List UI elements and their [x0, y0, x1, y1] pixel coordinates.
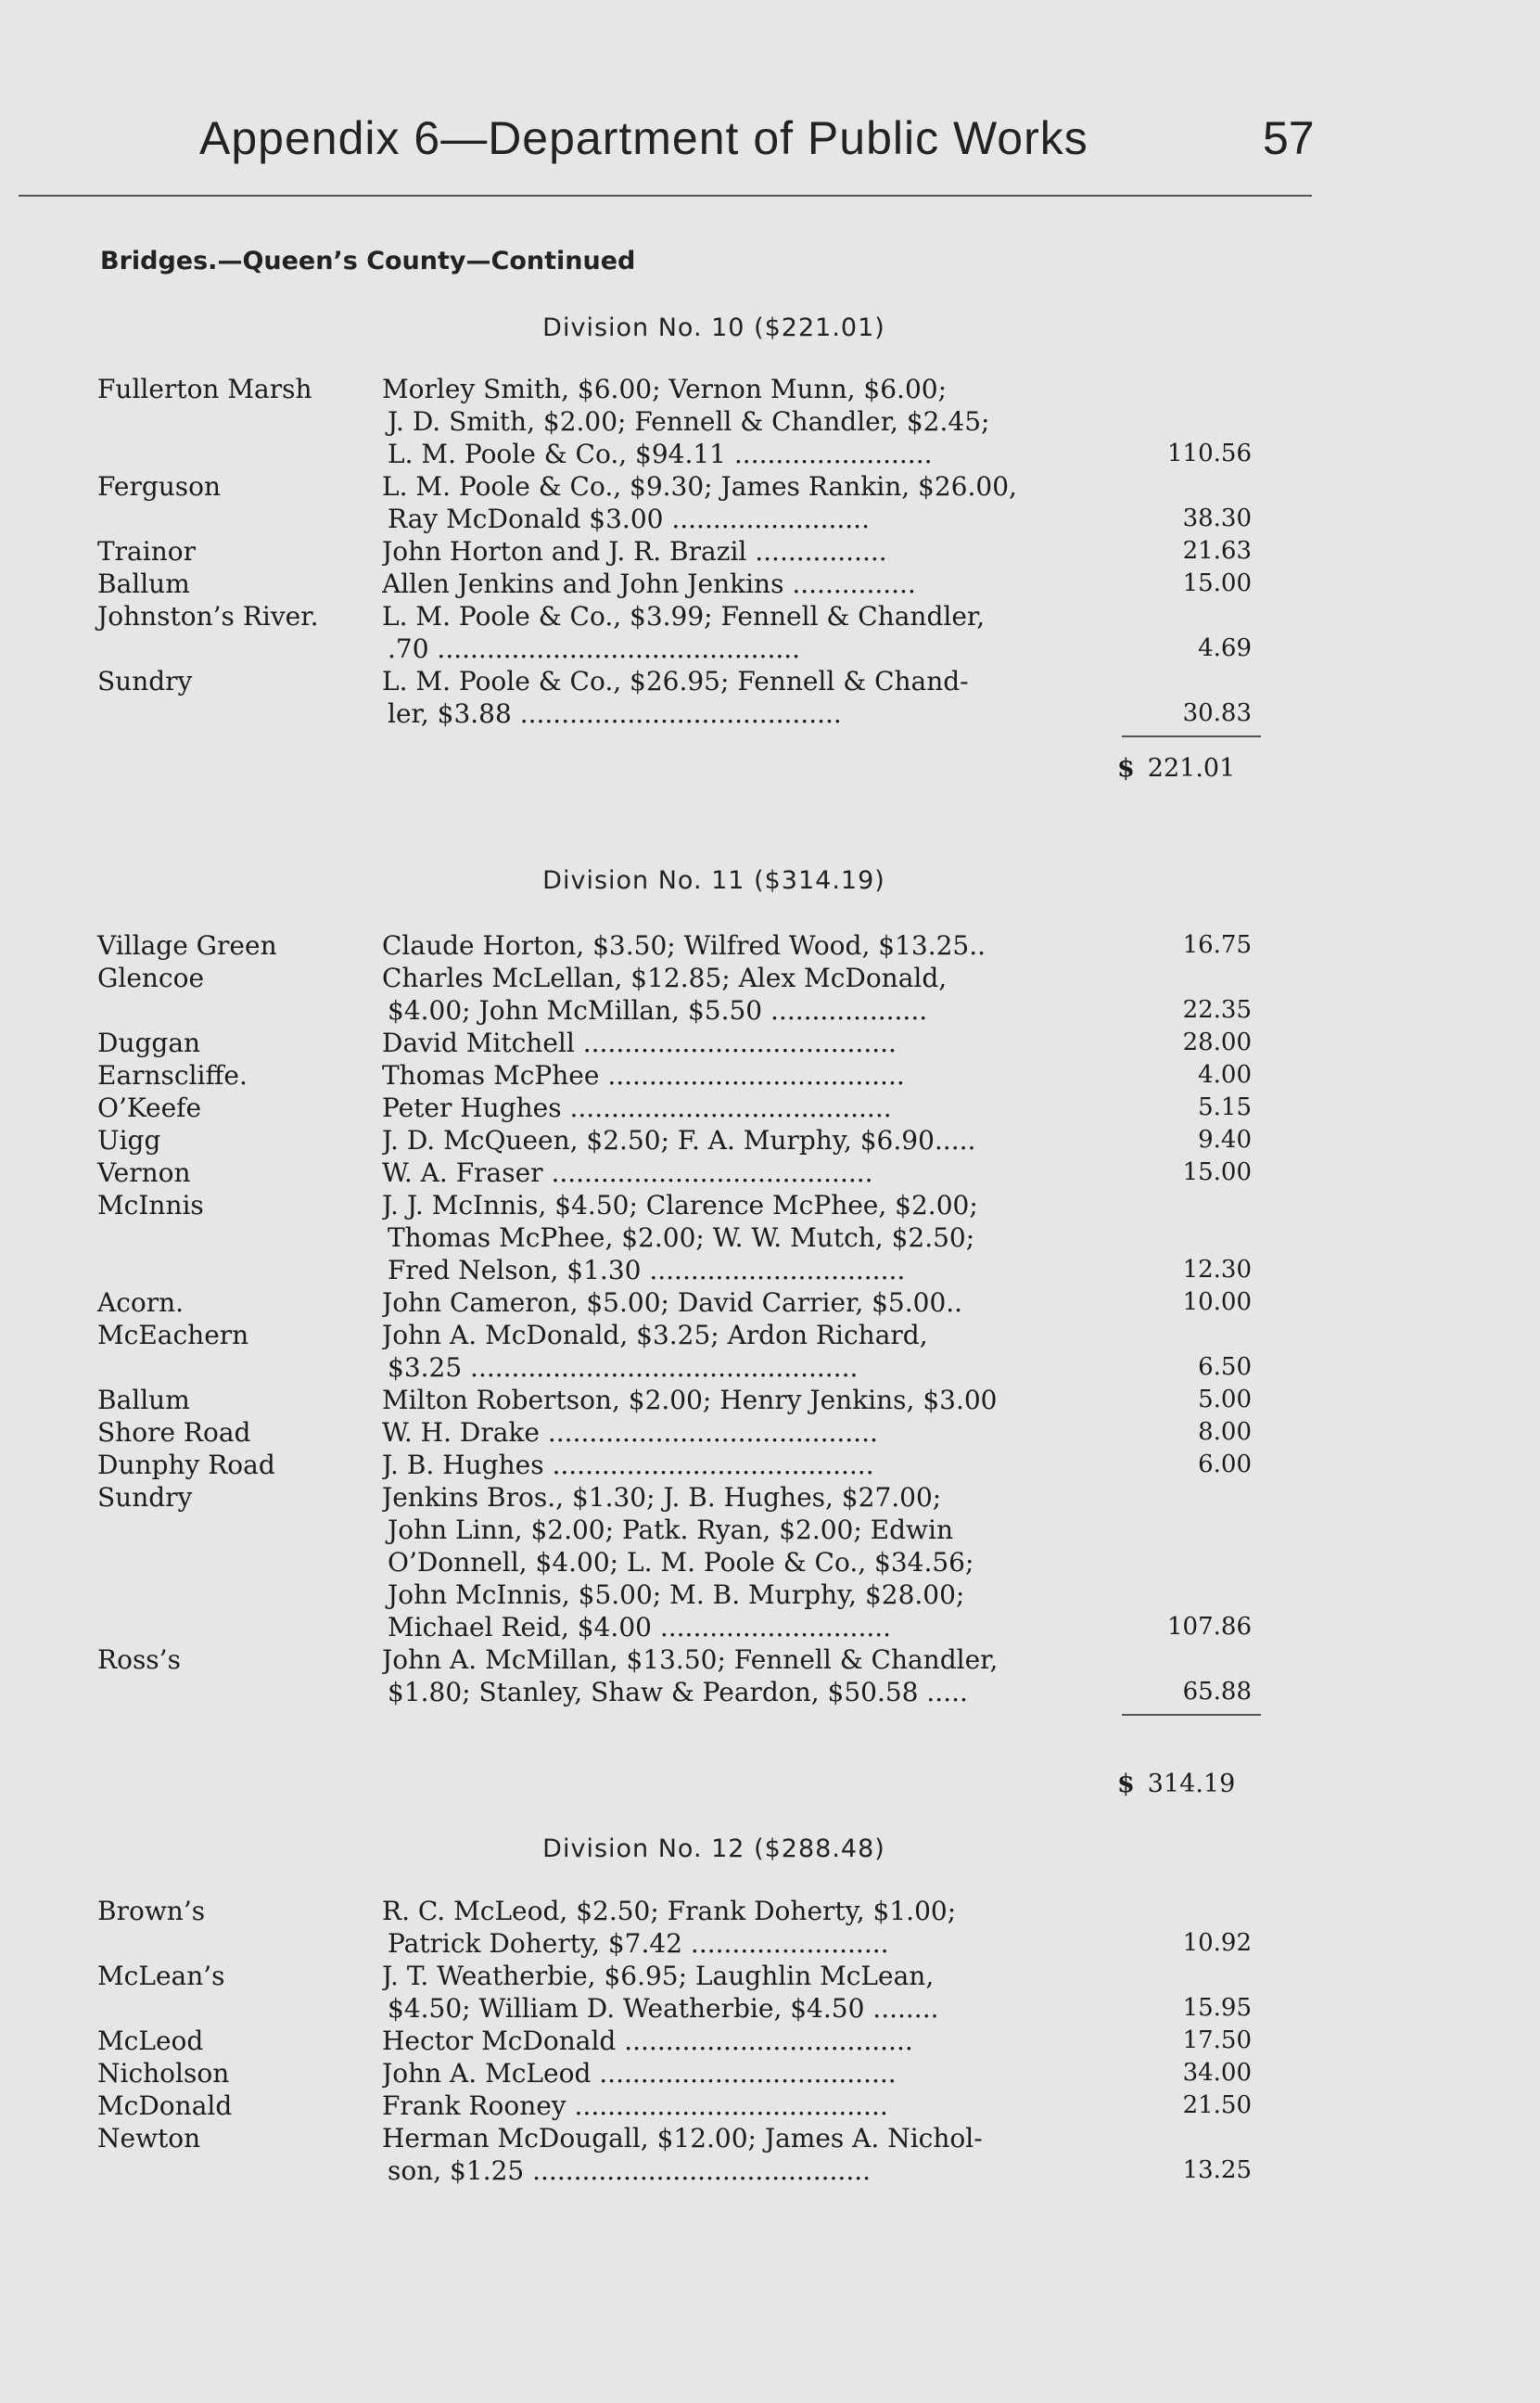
ledger-entry	[0, 1416, 1298, 1449]
entry-description	[382, 600, 1119, 665]
description-line: Michael Reid, $4.00 ............................	[388, 1612, 892, 1642]
entry-description	[382, 470, 1119, 535]
description-line: Milton Robertson, $2.00; Henry Jenkins, $3.00	[382, 1385, 998, 1415]
entry-amount: 110.56	[1167, 440, 1252, 467]
entry-description	[382, 929, 1119, 962]
description-line: Jenkins Bros., $1.30; J. B. Hughes, $27.00;	[382, 1482, 942, 1513]
entry-description	[382, 962, 1119, 1027]
description-line: John Horton and J. R. Brazil ................	[382, 536, 887, 567]
division-label: Division No. 12	[542, 1834, 745, 1863]
entry-description	[382, 1286, 1119, 1319]
description-line: Peter Hughes .......................................	[382, 1093, 892, 1123]
entry-amount: 21.50	[1182, 2091, 1252, 2119]
entry-amount: 4.69	[1198, 634, 1252, 662]
ledger-entry	[0, 1157, 1298, 1189]
description-line: Frank Rooney ......................................	[382, 2090, 888, 2121]
description-line: Ray McDonald $3.00 ........................	[388, 504, 870, 534]
total-rule	[1122, 735, 1261, 737]
entry-location: Acorn.	[97, 1287, 185, 1318]
entry-location: Nicholson	[97, 2058, 230, 2089]
ledger-entry	[0, 2057, 1298, 2090]
entry-location: Newton	[97, 2123, 201, 2154]
description-line: L. M. Poole & Co., $26.95; Fennell & Chand-	[382, 666, 969, 697]
entry-location: Trainor	[97, 536, 196, 567]
description-line: .70 ............................................	[388, 633, 801, 664]
description-line: John Linn, $2.00; Patk. Ryan, $2.00; Edwin	[388, 1515, 953, 1545]
entry-location: Earnscliffe.	[97, 1060, 248, 1091]
entry-location: Uigg	[97, 1125, 161, 1156]
description-line: John A. McLeod ....................................	[382, 2058, 897, 2089]
entry-location: McLeod	[97, 2026, 204, 2056]
entry-amount: 15.00	[1182, 569, 1252, 597]
division-heading	[380, 866, 1048, 895]
ledger-entry	[0, 1059, 1298, 1092]
description-line: Herman McDougall, $12.00; James A. Nichol-	[382, 2123, 983, 2154]
entry-description	[382, 1960, 1119, 2025]
entry-amount: 34.00	[1182, 2059, 1252, 2087]
description-line: John McInnis, $5.00; M. B. Murphy, $28.00;	[388, 1579, 965, 1610]
entry-amount: 21.63	[1182, 537, 1252, 565]
description-line: ler, $3.88 .......................................	[388, 698, 842, 729]
entry-description	[382, 1059, 1119, 1092]
division-total	[1117, 754, 1256, 783]
ledger-entry	[0, 2025, 1298, 2057]
page-number: 57	[1263, 112, 1315, 164]
entry-location: Sundry	[97, 1482, 193, 1513]
description-line: John Cameron, $5.00; David Carrier, $5.00..	[382, 1287, 963, 1318]
division-heading	[380, 313, 1048, 342]
ledger-entry	[0, 1449, 1298, 1481]
ledger-entry	[0, 1189, 1298, 1286]
entry-description	[382, 2057, 1119, 2090]
ledger-entry	[0, 1124, 1298, 1157]
ledger-entry	[0, 1384, 1298, 1416]
division-amount: ($314.19)	[754, 866, 885, 895]
entry-description	[382, 1449, 1119, 1481]
entry-description	[382, 1027, 1119, 1059]
description-line: Allen Jenkins and John Jenkins ...............	[382, 569, 916, 599]
entry-amount: 65.88	[1182, 1678, 1252, 1706]
ledger-entry	[0, 1481, 1298, 1643]
entry-amount: 28.00	[1182, 1029, 1252, 1056]
entry-amount: 15.95	[1182, 1994, 1252, 2022]
entry-location: Ferguson	[97, 471, 222, 502]
entry-description	[382, 1416, 1119, 1449]
description-line: J. B. Hughes .......................................	[382, 1450, 874, 1480]
entry-description	[382, 1319, 1119, 1384]
entry-location: Glencoe	[97, 963, 205, 993]
entry-amount: 5.15	[1198, 1093, 1252, 1121]
entry-description	[382, 1189, 1119, 1286]
description-line: J. J. McInnis, $4.50; Clarence McPhee, $2.00;	[382, 1190, 978, 1221]
entry-description	[382, 568, 1119, 600]
entry-amount: 5.00	[1198, 1386, 1252, 1413]
ledger-entry	[0, 535, 1298, 568]
entry-description	[382, 665, 1119, 730]
ledger-entry	[0, 2122, 1298, 2187]
entry-location: McEachern	[97, 1320, 249, 1350]
entry-location: Shore Road	[97, 1417, 251, 1448]
header-rule	[19, 195, 1312, 197]
division-total	[1117, 1770, 1256, 1798]
description-line: L. M. Poole & Co., $9.30; James Rankin, $26.00,	[382, 471, 1017, 502]
ledger-entry	[0, 665, 1298, 730]
ledger-entry	[0, 1092, 1298, 1124]
entry-description	[382, 1895, 1119, 1960]
entry-amount: 8.00	[1198, 1418, 1252, 1446]
description-line: $4.00; John McMillan, $5.50 ...................	[388, 995, 928, 1026]
entry-location: Ballum	[97, 569, 190, 599]
description-line: John A. McDonald, $3.25; Ardon Richard,	[382, 1320, 928, 1350]
description-line: J. D. McQueen, $2.50; F. A. Murphy, $6.90.....	[382, 1125, 976, 1156]
entry-location: Brown’s	[97, 1896, 206, 1926]
entry-location: O’Keefe	[97, 1093, 202, 1123]
entry-description	[382, 1092, 1119, 1124]
ledger-entry	[0, 373, 1298, 470]
entry-amount: 10.00	[1182, 1288, 1252, 1316]
description-line: $3.25 ...............................................	[388, 1352, 859, 1383]
entry-location: Ross’s	[97, 1644, 181, 1675]
division-heading	[380, 1834, 1048, 1863]
ledger-entry	[0, 962, 1298, 1027]
section-title: Bridges.—Queen’s County—Continued	[100, 247, 636, 275]
ledger-entry	[0, 600, 1298, 665]
division-label: Division No. 11	[542, 866, 745, 895]
description-line: O’Donnell, $4.00; L. M. Poole & Co., $34.56;	[388, 1547, 974, 1578]
ledger-entry	[0, 2090, 1298, 2122]
entry-description	[382, 1481, 1119, 1643]
division-label: Division No. 10	[542, 313, 745, 342]
description-line: Morley Smith, $6.00; Vernon Munn, $6.00;	[382, 374, 948, 404]
description-line: Fred Nelson, $1.30 ...............................	[388, 1255, 906, 1285]
ledger-entry	[0, 1895, 1298, 1960]
ledger-entry	[0, 929, 1298, 962]
entry-amount: 12.30	[1182, 1256, 1252, 1284]
entry-description	[382, 535, 1119, 568]
description-line: John A. McMillan, $13.50; Fennell & Chandler,	[382, 1644, 999, 1675]
entry-amount: 107.86	[1167, 1613, 1252, 1641]
entry-location: Duggan	[97, 1028, 201, 1058]
total-rule	[1122, 1714, 1261, 1716]
dollar-sign: $	[1117, 754, 1135, 783]
description-line: Thomas McPhee ....................................	[382, 1060, 905, 1091]
description-line: L. M. Poole & Co., $94.11 ........................	[388, 439, 933, 469]
description-line: J. T. Weatherbie, $6.95; Laughlin McLean,	[382, 1961, 935, 1991]
dollar-sign: $	[1117, 1770, 1135, 1798]
entry-amount: 17.50	[1182, 2026, 1252, 2054]
entry-description	[382, 1384, 1119, 1416]
entry-location: Village Green	[97, 930, 277, 961]
entry-amount: 13.25	[1182, 2156, 1252, 2184]
entry-description	[382, 1157, 1119, 1189]
entry-location: McDonald	[97, 2090, 233, 2121]
entry-location: Vernon	[97, 1157, 191, 1188]
ledger-entry	[0, 1960, 1298, 2025]
division-amount: ($288.48)	[754, 1834, 885, 1863]
ledger-entry	[0, 1027, 1298, 1059]
description-line: R. C. McLeod, $2.50; Frank Doherty, $1.00;	[382, 1896, 957, 1926]
entry-description	[382, 1124, 1119, 1157]
ledger-entry	[0, 1319, 1298, 1384]
entry-location: Ballum	[97, 1385, 190, 1415]
total-value: 221.01	[1147, 754, 1236, 783]
ledger-entry	[0, 568, 1298, 600]
entry-location: McInnis	[97, 1190, 204, 1221]
entry-amount: 6.50	[1198, 1353, 1252, 1381]
description-line: $4.50; William D. Weatherbie, $4.50 ........	[388, 1993, 939, 2024]
entry-description	[382, 1643, 1119, 1708]
entry-location: Johnston’s River.	[97, 601, 319, 632]
entry-location: McLean’s	[97, 1961, 225, 1991]
description-line: Charles McLellan, $12.85; Alex McDonald,	[382, 963, 948, 993]
description-line: W. A. Fraser .......................................	[382, 1157, 873, 1188]
entry-amount: 6.00	[1198, 1451, 1252, 1478]
entry-description	[382, 2090, 1119, 2122]
entry-location: Dunphy Road	[97, 1450, 275, 1480]
description-line: Claude Horton, $3.50; Wilfred Wood, $13.25..	[382, 930, 986, 961]
entry-description	[382, 2025, 1119, 2057]
description-line: L. M. Poole & Co., $3.99; Fennell & Chandler,	[382, 601, 986, 632]
entry-amount: 9.40	[1198, 1126, 1252, 1154]
entry-amount: 10.92	[1182, 1929, 1252, 1957]
entry-amount: 22.35	[1182, 996, 1252, 1024]
ledger-entry	[0, 1643, 1298, 1708]
description-line: Hector McDonald ...................................	[382, 2026, 913, 2056]
description-line: $1.80; Stanley, Shaw & Peardon, $50.58 .....	[388, 1677, 968, 1707]
description-line: David Mitchell ......................................	[382, 1028, 897, 1058]
page-header-title: Appendix 6—Department of Public Works	[199, 112, 1088, 164]
entry-amount: 15.00	[1182, 1158, 1252, 1186]
division-amount: ($221.01)	[754, 313, 885, 342]
total-value: 314.19	[1147, 1770, 1236, 1798]
description-line: J. D. Smith, $2.00; Fennell & Chandler, $2.45;	[388, 406, 990, 437]
description-line: Thomas McPhee, $2.00; W. W. Mutch, $2.50;	[388, 1222, 975, 1253]
entry-location: Fullerton Marsh	[97, 374, 312, 404]
entry-amount: 4.00	[1198, 1061, 1252, 1089]
entry-amount: 30.83	[1182, 699, 1252, 727]
description-line: Patrick Doherty, $7.42 ........................	[388, 1928, 889, 1959]
entry-amount: 16.75	[1182, 931, 1252, 959]
entry-amount: 38.30	[1182, 505, 1252, 532]
ledger-entry	[0, 1286, 1298, 1319]
description-line: W. H. Drake ........................................	[382, 1417, 878, 1448]
entry-description	[382, 373, 1119, 470]
description-line: son, $1.25 .........................................	[388, 2155, 872, 2186]
entry-location: Sundry	[97, 666, 193, 697]
entry-description	[382, 2122, 1119, 2187]
ledger-entry	[0, 470, 1298, 535]
